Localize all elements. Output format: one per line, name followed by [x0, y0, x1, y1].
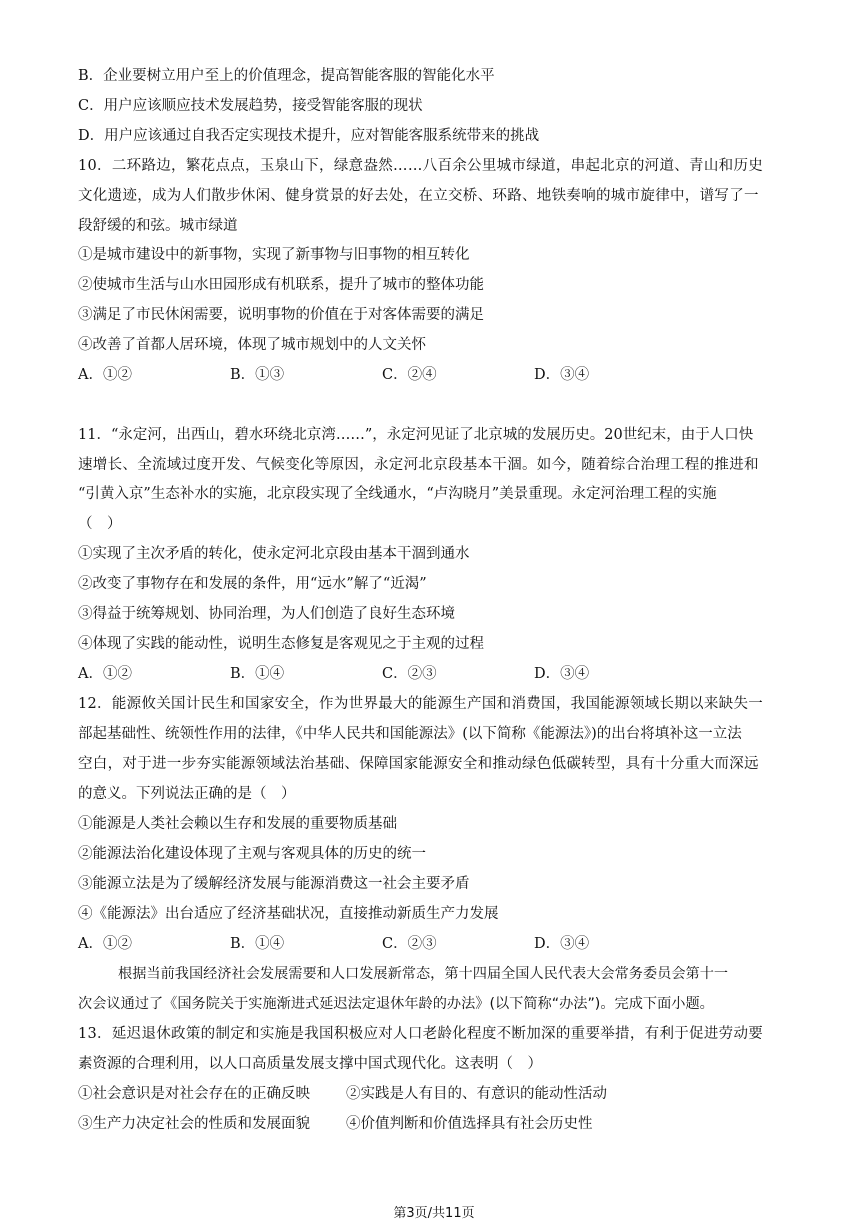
q9-option-d: D．用户应该通过自我否定实现技术提升，应对智能客服系统带来的挑战: [78, 128, 540, 144]
q13-stem-line2: 素资源的合理利用，以人口高质量发展支撑中国式现代化。这表明（ ）: [78, 1056, 542, 1072]
material-intro-line2: 次会议通过了《国务院关于实施渐进式延迟法定退休年龄的办法》(以下简称“办法”)。完成下面小题。: [78, 996, 714, 1012]
q12-stem-line4: 的意义。下列说法正确的是（ ）: [78, 786, 296, 802]
q10-option-a: A．①②: [78, 367, 132, 383]
q11-statement-3: ③得益于统筹规划、协同治理，为人们创造了良好生态环境: [78, 606, 455, 622]
q11-stem-line3: “引黄入京”生态补水的实施，北京段实现了全线通水，“卢沟晓月”美景重现。永定河治理工程的实施: [78, 486, 717, 502]
q10-statement-2: ②使城市生活与山水田园形成有机联系，提升了城市的整体功能: [78, 277, 484, 293]
q11-statement-2: ②改变了事物存在和发展的条件，用“远水”解了“近渴”: [78, 576, 427, 592]
q10-stem-line1: 10．二环路边，繁花点点，玉泉山下，绿意盎然……八百余公里城市绿道，串起北京的河道、青山和历史: [78, 158, 764, 174]
q10-option-d: D．③④: [534, 367, 590, 383]
q12-option-a: A．①②: [78, 936, 132, 952]
q10-stem-line3: 段舒缓的和弦。城市绿道: [78, 218, 238, 234]
q12-option-b: B．①④: [230, 936, 285, 952]
q10-option-b: B．①③: [230, 367, 285, 383]
q12-option-d: D．③④: [534, 936, 590, 952]
q11-option-b: B．①④: [230, 666, 285, 682]
q12-stem-line1: 12．能源攸关国计民生和国家安全，作为世界最大的能源生产国和消费国，我国能源领域长期以来缺失一: [78, 696, 764, 712]
q11-stem-line1: 11．“永定河，出西山，碧水环绕北京湾……”，永定河见证了北京城的发展历史。20世纪末，由于人口快: [78, 427, 754, 443]
q10-statement-1: ①是城市建设中的新事物，实现了新事物与旧事物的相互转化: [78, 247, 470, 263]
q11-option-c: C．②③: [382, 666, 437, 682]
page-number-footer: 第3页/共11页: [393, 1206, 475, 1221]
q11-option-a: A．①②: [78, 666, 132, 682]
q12-stem-line3: 空白，对于进一步夯实能源领域法治基础、保障国家能源安全和推动绿色低碳转型，具有十分重大而深远: [78, 756, 759, 772]
material-intro-line1: 根据当前我国经济社会发展需要和人口发展新常态，第十四届全国人民代表大会常务委员会第十一: [118, 966, 729, 982]
q9-option-b: B．企业要树立用户至上的价值理念，提高智能客服的智能化水平: [78, 68, 495, 84]
q10-statement-4: ④改善了首都人居环境，体现了城市规划中的人文关怀: [78, 337, 426, 353]
q13-statement-2: ②实践是人有目的、有意识的能动性活动: [346, 1086, 607, 1102]
q13-statement-4: ④价值判断和价值选择具有社会历史性: [346, 1116, 593, 1132]
q12-option-c: C．②③: [382, 936, 437, 952]
q12-statement-1: ①能源是人类社会赖以生存和发展的重要物质基础: [78, 816, 397, 832]
q12-statement-2: ②能源法治化建设体现了主观与客观具体的历史的统一: [78, 846, 426, 862]
q11-option-d: D．③④: [534, 666, 590, 682]
q13-statement-1: ①社会意识是对社会存在的正确反映: [78, 1086, 310, 1102]
q12-statement-4: ④《能源法》出台适应了经济基础状况，直接推动新质生产力发展: [78, 906, 499, 922]
q10-option-c: C．②④: [382, 367, 437, 383]
q12-stem-line2: 部起基础性、统领性作用的法律，《中华人民共和国能源法》(以下简称《能源法》)的出台将填补这一立法: [78, 726, 742, 742]
q9-option-c: C．用户应该顺应技术发展趋势，接受智能客服的现状: [78, 98, 423, 114]
q11-statement-4: ④体现了实践的能动性，说明生态修复是客观见之于主观的过程: [78, 636, 484, 652]
q12-statement-3: ③能源立法是为了缓解经济发展与能源消费这一社会主要矛盾: [78, 876, 470, 892]
q13-stem-line1: 13．延迟退休政策的制定和实施是我国积极应对人口老龄化程度不断加深的重要举措，有利于促进劳动要: [78, 1026, 764, 1042]
q10-statement-3: ③满足了市民休闲需要，说明事物的价值在于对客体需要的满足: [78, 307, 484, 323]
q11-statement-1: ①实现了主次矛盾的转化，使永定河北京段由基本干涸到通水: [78, 546, 470, 562]
q11-stem-line4: （ ）: [78, 516, 122, 532]
q11-stem-line2: 速增长、全流域过度开发、气候变化等原因，永定河北京段基本干涸。如今，随着综合治理工程的推进和: [78, 457, 759, 473]
q13-statement-3: ③生产力决定社会的性质和发展面貌: [78, 1116, 310, 1132]
q10-stem-line2: 文化遗迹，成为人们散步休闲、健身赏景的好去处，在立交桥、环路、地铁奏响的城市旋律中，谱写了一: [78, 188, 759, 204]
